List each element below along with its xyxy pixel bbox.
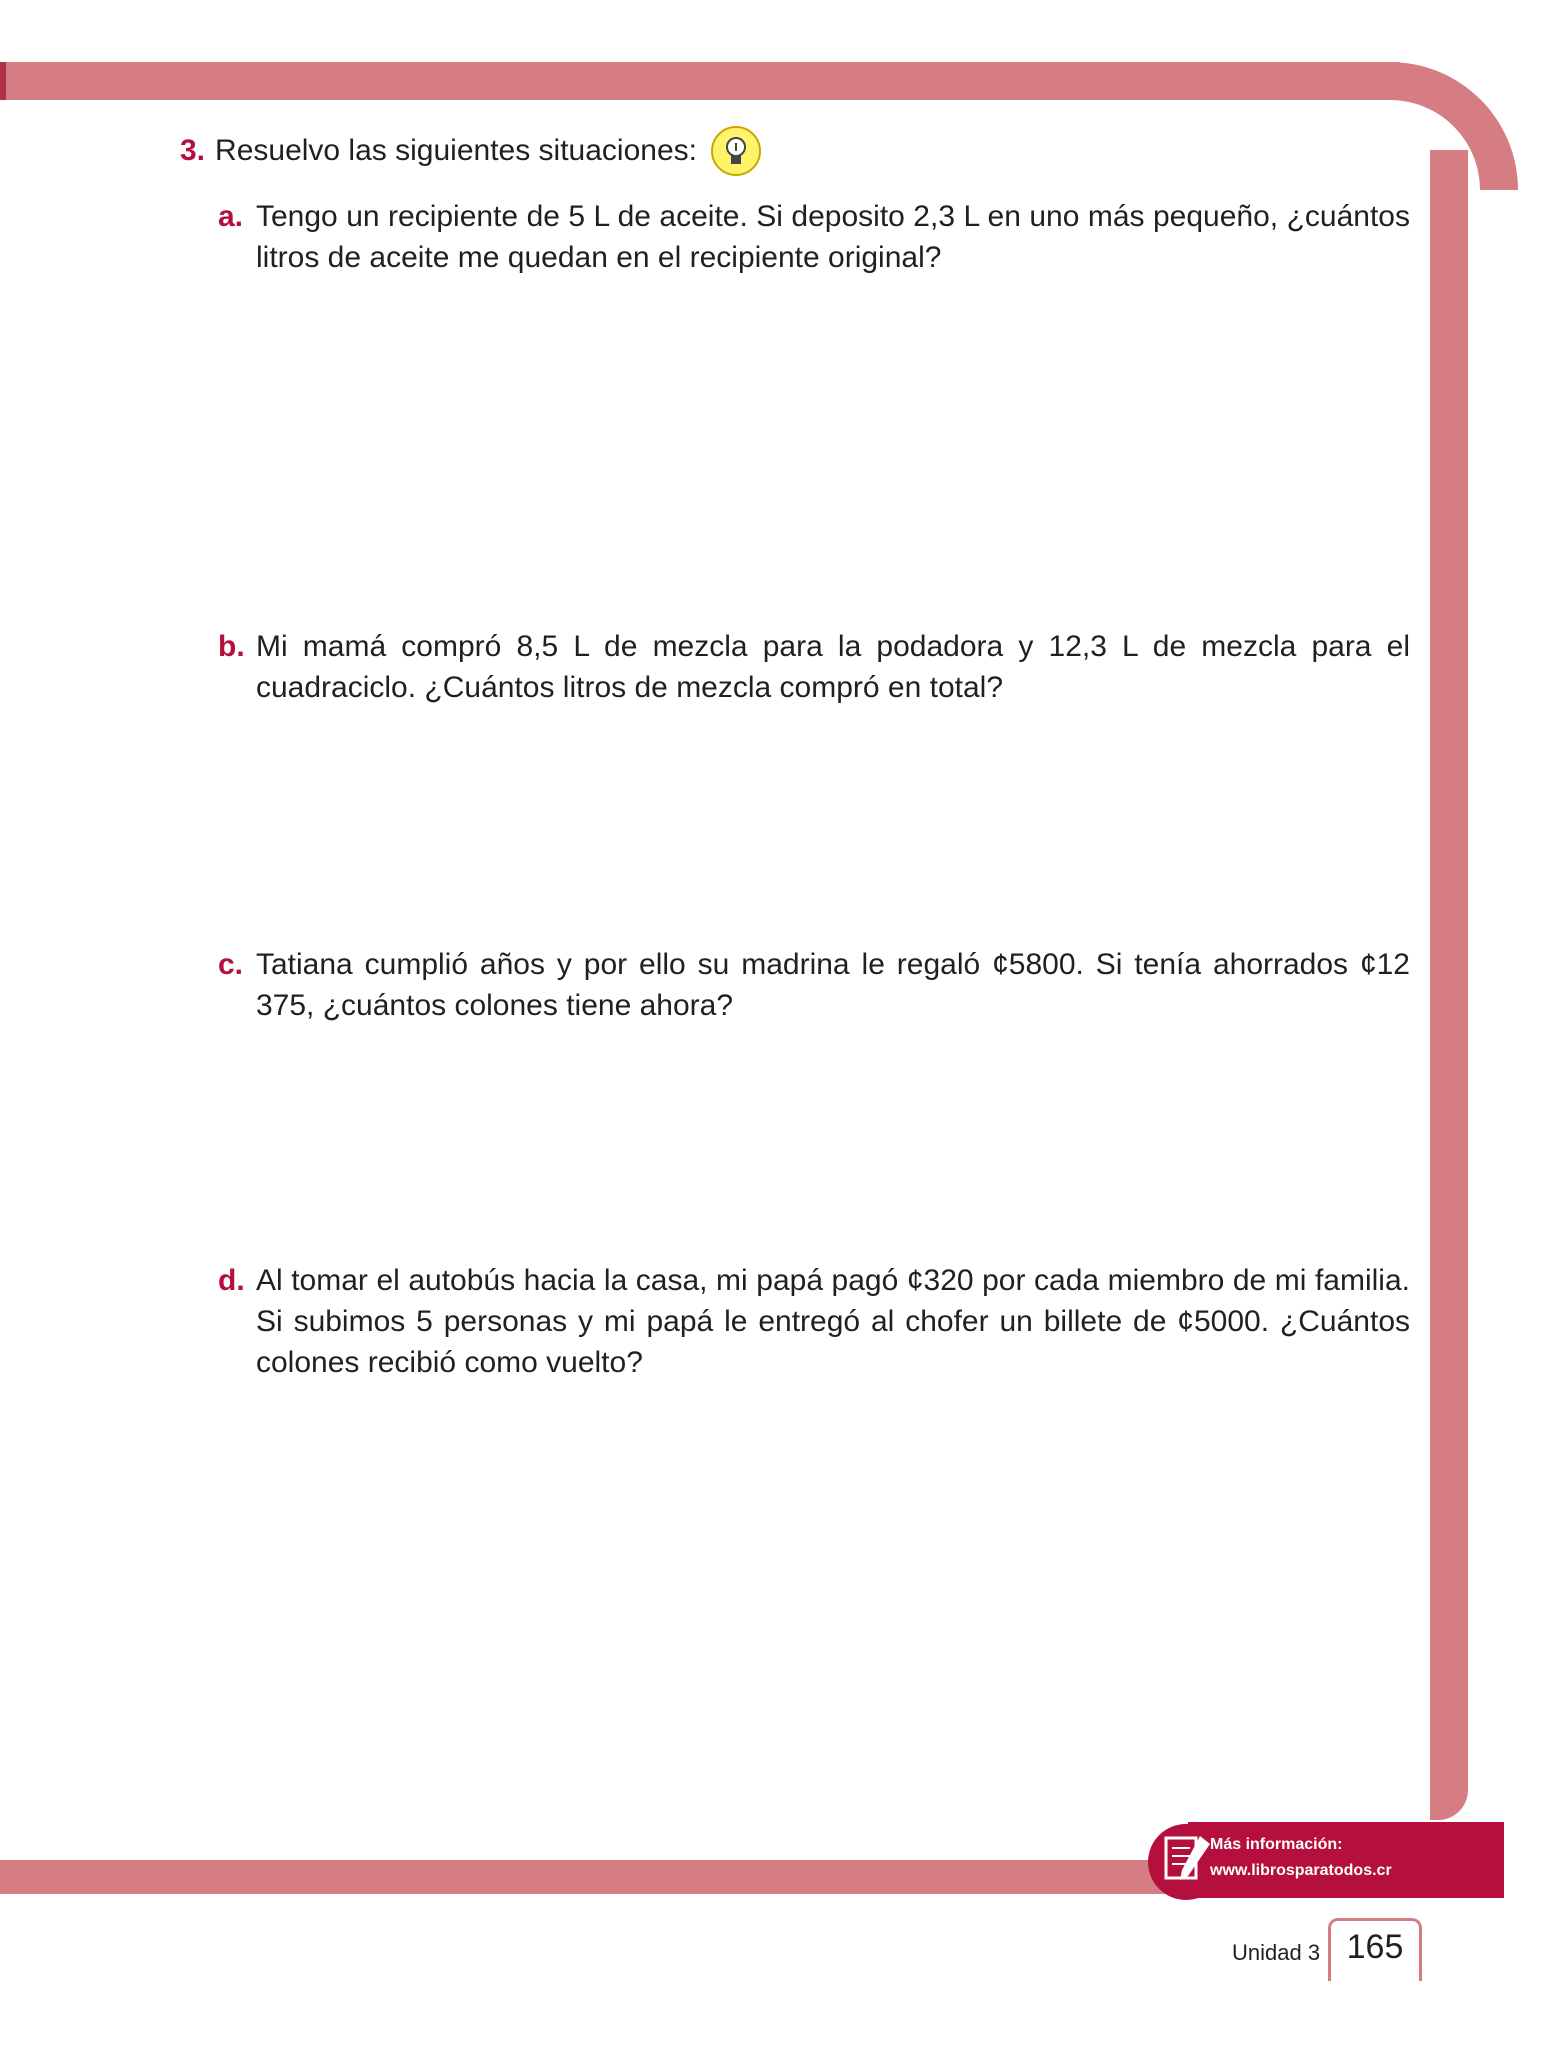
exercise-number: 3. — [180, 134, 206, 167]
frame-right-bar — [1430, 150, 1468, 1820]
item-text: Tengo un recipiente de 5 L de aceite. Si deposito 2,3 L en uno más pequeño, ¿cuántos litros de aceite me quedan en el recipiente original? — [256, 200, 1410, 274]
badge-line-1: Más información: — [1210, 1836, 1343, 1853]
badge-link[interactable]: www.librosparatodos.cr — [1210, 1862, 1392, 1879]
item-text: Tatiana cumplió años y por ello su madrina le regaló ¢5800. Si tenía ahorrados ¢12 375, ¿cuántos colones tiene ahora? — [256, 948, 1410, 1022]
frame-top-bar — [0, 62, 1400, 100]
item-letter: b. — [218, 630, 245, 663]
page-number: 165 — [1346, 1928, 1404, 1966]
footer-unit-label: Unidad 3 — [1232, 1940, 1321, 1965]
problem-item-a — [218, 196, 1410, 278]
more-info-badge[interactable] — [1148, 1822, 1504, 1898]
badge-background — [1188, 1822, 1504, 1898]
problem-item-d — [218, 1260, 1410, 1383]
item-letter: d. — [218, 1264, 245, 1297]
item-text: Mi mamá compró 8,5 L de mezcla para la podadora y 12,3 L de mezcla para el cuadraciclo. ¿Cuántos litros de mezcla compró en total? — [256, 630, 1410, 704]
exercise-heading — [180, 126, 761, 176]
item-letter: a. — [218, 200, 244, 233]
problem-item-c — [218, 944, 1410, 1026]
item-text: Al tomar el autobús hacia la casa, mi papá pagó ¢320 por cada miembro de mi familia. Si subimos 5 personas y mi papá le entregó al chofer un billete de ¢5000. ¿Cuántos colones recibió como vuelto? — [256, 1264, 1410, 1379]
frame-left-mark — [0, 62, 6, 100]
exercise-title: Resuelvo las siguientes situaciones: — [215, 134, 697, 167]
item-letter: c. — [218, 948, 244, 981]
lightbulb-icon — [711, 126, 761, 176]
frame-bottom-bar — [0, 1860, 1180, 1894]
pencil-icon — [1162, 1832, 1214, 1888]
problem-item-b — [218, 626, 1410, 708]
